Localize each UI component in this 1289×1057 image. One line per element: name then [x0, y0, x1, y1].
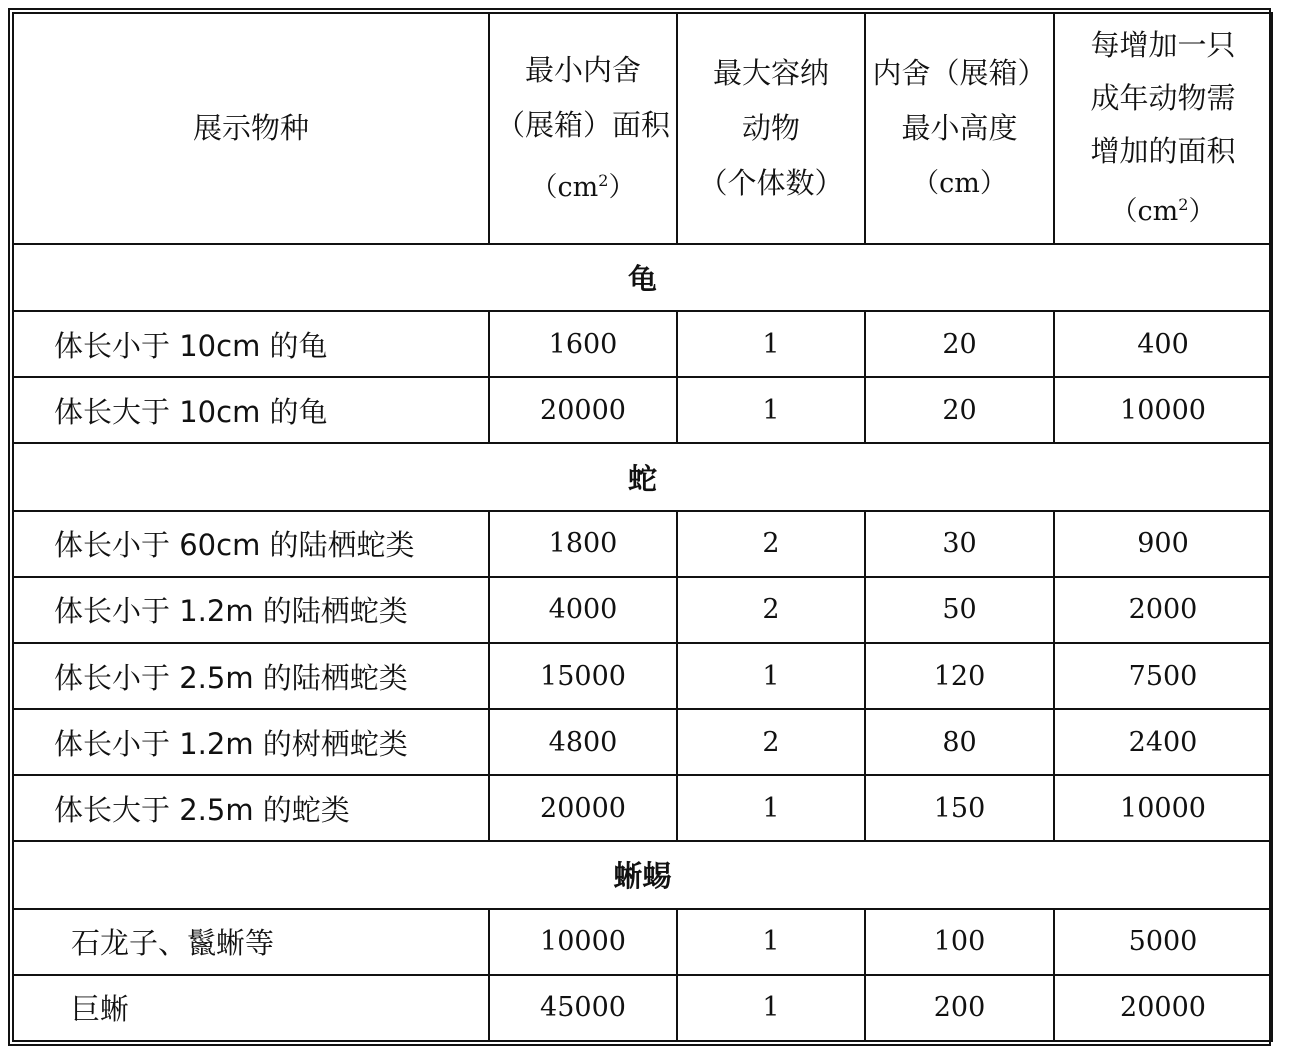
species-cell: 巨蜥	[13, 975, 489, 1041]
min-area-cell: 4800	[489, 709, 677, 775]
species-cell: 体长小于 1.2m 的树栖蛇类	[13, 709, 489, 775]
min-height-cell: 80	[865, 709, 1054, 775]
min-height-cell: 150	[865, 775, 1054, 841]
min-area-cell: 15000	[489, 643, 677, 709]
max-capacity-cell: 2	[677, 511, 865, 577]
section-title: 蜥蜴	[13, 841, 1272, 908]
min-height-cell: 20	[865, 377, 1054, 443]
species-cell: 石龙子、鬣蜥等	[13, 909, 489, 975]
table-row	[13, 643, 1272, 709]
species-cell: 体长大于 10cm 的龟	[13, 377, 489, 443]
extra-area-cell: 10000	[1054, 775, 1272, 841]
species-cell: 体长小于 2.5m 的陆栖蛇类	[13, 643, 489, 709]
header-min-area: 最小内舍 （展箱）面积 $(cm^2)$	[489, 13, 677, 244]
min-area-cell: 1600	[489, 311, 677, 377]
table-row	[13, 709, 1272, 775]
header-min-height: 内舍（展箱） 最小高度 （cm）	[865, 13, 1054, 244]
species-cell: 体长小于 1.2m 的陆栖蛇类	[13, 577, 489, 643]
min-area-cell: 4000	[489, 577, 677, 643]
header-row	[13, 13, 1272, 244]
min-area-cell: 20000	[489, 775, 677, 841]
extra-area-cell: 10000	[1054, 377, 1272, 443]
max-capacity-cell: 1	[677, 377, 865, 443]
section-title: 龟	[13, 244, 1272, 311]
table-row	[13, 975, 1272, 1041]
table-row	[13, 377, 1272, 443]
extra-area-cell: 7500	[1054, 643, 1272, 709]
min-area-cell: 45000	[489, 975, 677, 1041]
max-capacity-cell: 2	[677, 709, 865, 775]
enclosure-standards-table	[12, 12, 1273, 1042]
extra-area-cell: 20000	[1054, 975, 1272, 1041]
max-capacity-cell: 1	[677, 909, 865, 975]
species-cell: 体长大于 2.5m 的蛇类	[13, 775, 489, 841]
table-row	[13, 311, 1272, 377]
table-row	[13, 909, 1272, 975]
min-height-cell: 100	[865, 909, 1054, 975]
section-row-lizard	[13, 841, 1272, 908]
section-row-snake	[13, 443, 1272, 510]
species-cell: 体长小于 60cm 的陆栖蛇类	[13, 511, 489, 577]
table-row	[13, 511, 1272, 577]
max-capacity-cell: 2	[677, 577, 865, 643]
header-extra-area: 每增加一只 成年动物需 增加的面积 $(cm^2)$	[1054, 13, 1272, 244]
table-row	[13, 577, 1272, 643]
section-row-turtle	[13, 244, 1272, 311]
min-height-cell: 200	[865, 975, 1054, 1041]
header-max-capacity: 最大容纳 动物 （个体数）	[677, 13, 865, 244]
min-area-cell: 1800	[489, 511, 677, 577]
min-height-cell: 120	[865, 643, 1054, 709]
max-capacity-cell: 1	[677, 311, 865, 377]
max-capacity-cell: 1	[677, 975, 865, 1041]
section-title: 蛇	[13, 443, 1272, 510]
species-cell: 体长小于 10cm 的龟	[13, 311, 489, 377]
min-height-cell: 20	[865, 311, 1054, 377]
max-capacity-cell: 1	[677, 775, 865, 841]
min-area-cell: 20000	[489, 377, 677, 443]
extra-area-cell: 400	[1054, 311, 1272, 377]
extra-area-cell: 2000	[1054, 577, 1272, 643]
min-area-cell: 10000	[489, 909, 677, 975]
table-row	[13, 775, 1272, 841]
extra-area-cell: 900	[1054, 511, 1272, 577]
header-species: 展示物种	[13, 13, 489, 244]
max-capacity-cell: 1	[677, 643, 865, 709]
extra-area-cell: 2400	[1054, 709, 1272, 775]
extra-area-cell: 5000	[1054, 909, 1272, 975]
min-height-cell: 50	[865, 577, 1054, 643]
min-height-cell: 30	[865, 511, 1054, 577]
